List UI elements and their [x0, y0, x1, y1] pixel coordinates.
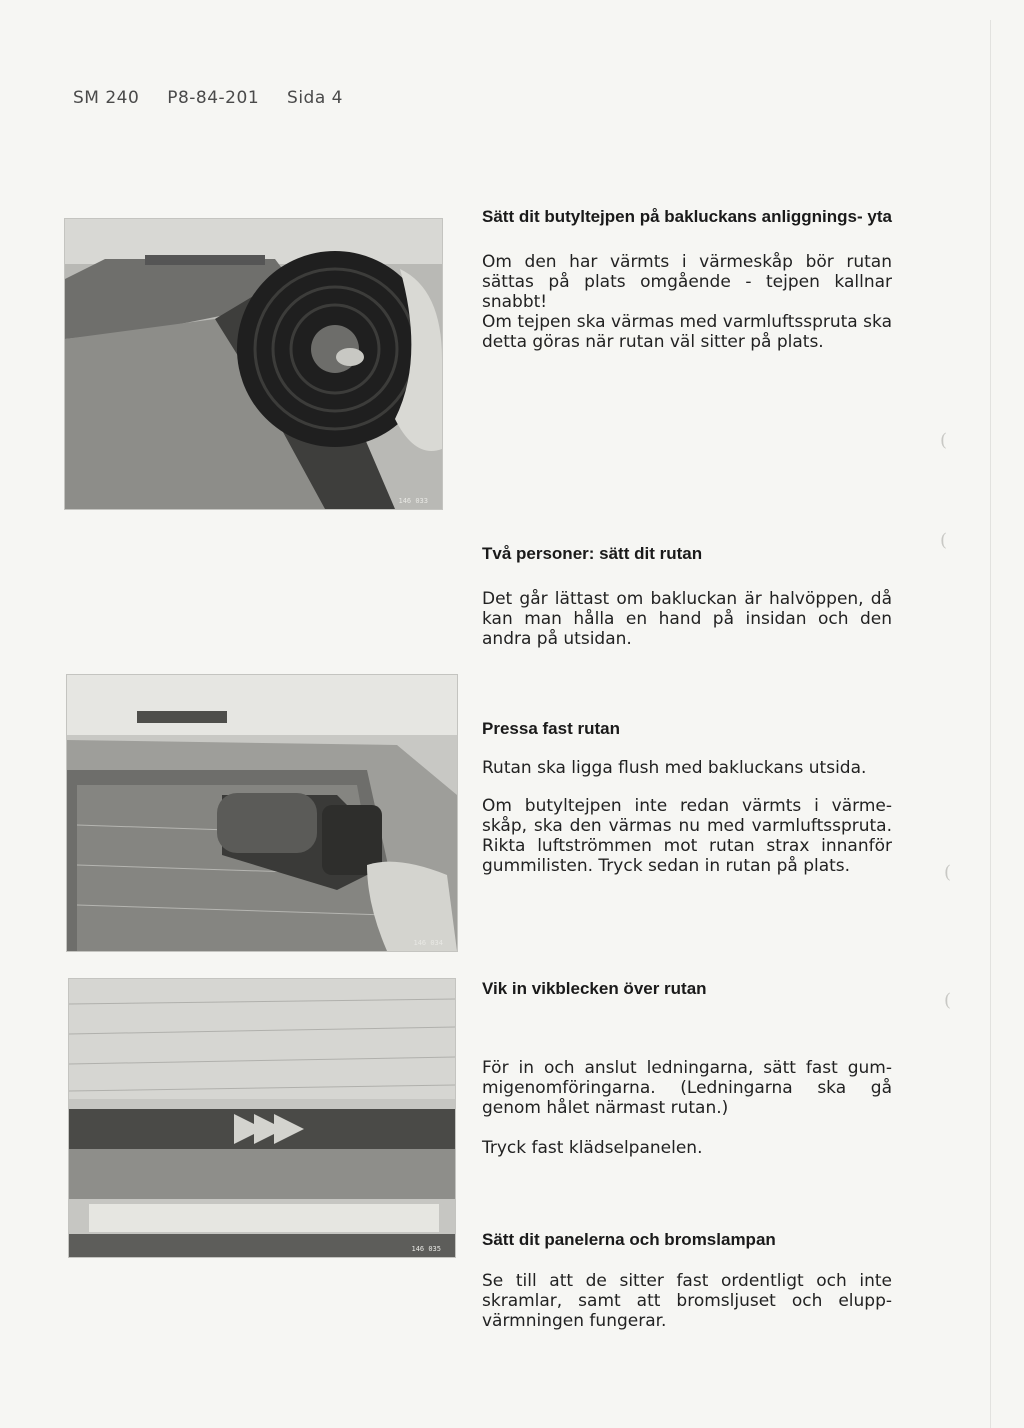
section-paragraph: Rutan ska ligga flush med bakluckans utsida.	[482, 758, 867, 778]
section-paragraph: Se till att de sitter fast ordentligt och inte skramlar, samt att bromsljuset och elupp- värmningen fungerar.	[482, 1271, 892, 1331]
margin-mark: (	[944, 862, 952, 883]
doc-reference: P8-84-201	[167, 88, 260, 108]
margin-mark: (	[940, 530, 948, 551]
margin-mark: (	[940, 430, 948, 451]
section-heading: Två personer: sätt dit rutan	[482, 544, 703, 563]
photo-heat-gun	[66, 674, 458, 952]
doc-number: SM 240	[73, 88, 140, 108]
page-header	[73, 88, 365, 108]
section-heading: Pressa fast rutan	[482, 719, 620, 738]
section-paragraph: Om butyltejpen inte redan värmts i värme- skåp, ska den värmas nu med varmluftsspruta. Rikta luftströmmen mot rutan strax innanför gummilisten. Tryck sedan in rutan på plats.	[482, 796, 892, 876]
photo-butyl-tape	[64, 218, 443, 510]
section-paragraph: Om tejpen ska värmas med varmluftsspruta ska detta göras när rutan väl sitter på plats.	[482, 312, 892, 352]
photo-panels	[68, 978, 456, 1258]
section-two-persons	[482, 543, 892, 649]
margin-mark: (	[944, 990, 952, 1011]
section-paragraph: Det går lättast om bakluckan är halvöppen, då kan man hålla en hand på insidan och den andra på utsidan.	[482, 589, 892, 649]
photo-code: 146 033	[398, 497, 428, 505]
section-paragraph: För in och anslut ledningarna, sätt fast gum- migenomföringarna. (Ledningarna ska gå genom hålet närmast rutan.)	[482, 1058, 892, 1118]
section-fold-tabs	[482, 978, 892, 1158]
section-paragraph: Om den har värmts i värmeskåp bör rutan sättas på plats omgående - tejpen kallnar snabbt!	[482, 252, 892, 312]
page-number: Sida 4	[287, 88, 343, 108]
section-heading: Sätt dit panelerna och bromslampan	[482, 1230, 776, 1249]
section-panels-brakelight	[482, 1229, 892, 1331]
section-heading: Sätt dit butyltejpen på bakluckans anliggnings- yta	[482, 207, 892, 226]
photo-code: 146 035	[411, 1245, 441, 1253]
section-butyl-tape	[482, 206, 892, 352]
section-press-window	[482, 718, 892, 876]
page-edge-line	[990, 20, 991, 1428]
section-heading: Vik in vikblecken över rutan	[482, 979, 707, 998]
section-paragraph: Tryck fast klädselpanelen.	[482, 1138, 703, 1158]
photo-code: 146 034	[413, 939, 443, 947]
